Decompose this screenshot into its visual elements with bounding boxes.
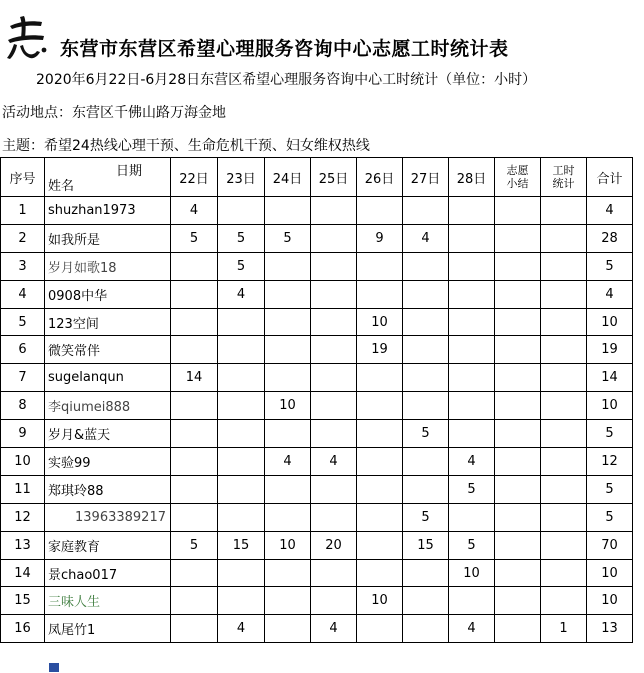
cell-summary: [495, 587, 541, 615]
cell-d26: [357, 448, 403, 476]
cell-d26: [357, 503, 403, 531]
cell-d23: 5: [218, 224, 265, 252]
cell-seq: 1: [1, 197, 45, 225]
cell-summary: [495, 280, 541, 308]
cell-d25: [311, 280, 357, 308]
table-row: [1, 197, 633, 225]
cell-d26: [357, 531, 403, 559]
document-title: 东营市东营区希望心理服务咨询中心志愿工时统计表: [60, 38, 509, 60]
cell-d25: [311, 336, 357, 364]
cell-d25: [311, 420, 357, 448]
cell-d27: [403, 197, 449, 225]
cell-d23: 4: [218, 615, 265, 643]
cell-d22: 5: [171, 224, 218, 252]
cell-d26: [357, 252, 403, 280]
cell-d26: [357, 559, 403, 587]
cell-d27: [403, 615, 449, 643]
cell-d24: [265, 420, 311, 448]
header-summary-line2: 小结: [506, 177, 529, 190]
cell-total: 14: [587, 364, 633, 392]
table-row: [1, 448, 633, 476]
cell-d22: 4: [171, 197, 218, 225]
table-row: [1, 224, 633, 252]
cell-stats: [541, 475, 587, 503]
cell-total: 10: [587, 308, 633, 336]
cell-stats: [541, 531, 587, 559]
cell-d22: 5: [171, 531, 218, 559]
cell-d27: [403, 336, 449, 364]
cell-seq: 16: [1, 615, 45, 643]
cell-summary: [495, 197, 541, 225]
cell-d25: [311, 197, 357, 225]
cell-d23: [218, 559, 265, 587]
cell-stats: [541, 364, 587, 392]
cell-name: 家庭教育: [45, 531, 171, 559]
cell-seq: 2: [1, 224, 45, 252]
cell-d26: 10: [357, 308, 403, 336]
cell-d28: [449, 392, 495, 420]
cell-d25: [311, 559, 357, 587]
table-row: [1, 252, 633, 280]
cell-name: 123空间: [45, 308, 171, 336]
cell-d26: [357, 280, 403, 308]
table-row: [1, 308, 633, 336]
cell-d28: [449, 224, 495, 252]
document-subtitle: 2020年6月22日-6月28日东营区希望心理服务咨询中心工时统计（单位：小时）: [36, 72, 537, 88]
cell-d27: [403, 448, 449, 476]
organization-logo-icon: [4, 14, 50, 64]
cell-name: shuzhan1973: [45, 197, 171, 225]
cell-summary: [495, 224, 541, 252]
cell-d25: [311, 364, 357, 392]
cell-d23: 5: [218, 252, 265, 280]
cell-d27: [403, 308, 449, 336]
cell-d23: [218, 448, 265, 476]
cell-d23: [218, 197, 265, 225]
cell-d28: [449, 308, 495, 336]
cell-name: 如我所是: [45, 224, 171, 252]
cell-d27: [403, 392, 449, 420]
table-header-row: [1, 158, 633, 197]
activity-venue: 活动地点：东营区千佛山路万海金地: [2, 105, 226, 121]
cell-stats: [541, 224, 587, 252]
cell-name: 0908中华: [45, 280, 171, 308]
header-day-24: 24日: [265, 158, 311, 197]
cell-seq: 12: [1, 503, 45, 531]
cell-seq: 3: [1, 252, 45, 280]
cell-d28: [449, 587, 495, 615]
cell-d28: 10: [449, 559, 495, 587]
cell-d28: [449, 252, 495, 280]
cell-d23: [218, 503, 265, 531]
cell-d26: [357, 420, 403, 448]
cell-stats: [541, 308, 587, 336]
header-date-name: [45, 158, 171, 197]
cell-d23: [218, 475, 265, 503]
cell-name: 凤尾竹1: [45, 615, 171, 643]
cell-d28: 5: [449, 475, 495, 503]
table-row: [1, 336, 633, 364]
cell-name: 岁月如歌18: [45, 252, 171, 280]
cell-d26: [357, 197, 403, 225]
cell-summary: [495, 252, 541, 280]
cell-total: 5: [587, 503, 633, 531]
cell-total: 12: [587, 448, 633, 476]
header-day-26: 26日: [357, 158, 403, 197]
cell-seq: 4: [1, 280, 45, 308]
cell-d27: [403, 587, 449, 615]
cell-seq: 7: [1, 364, 45, 392]
cell-summary: [495, 364, 541, 392]
cell-d27: [403, 252, 449, 280]
cell-d25: [311, 475, 357, 503]
cell-seq: 11: [1, 475, 45, 503]
cell-cursor-icon[interactable]: [48, 662, 60, 673]
cell-d22: [171, 420, 218, 448]
table-row: [1, 420, 633, 448]
table-row: [1, 392, 633, 420]
table-row: [1, 475, 633, 503]
cell-stats: [541, 559, 587, 587]
cell-d25: [311, 252, 357, 280]
cell-summary: [495, 531, 541, 559]
cell-summary: [495, 336, 541, 364]
table-row: [1, 503, 633, 531]
cell-d27: 15: [403, 531, 449, 559]
header-name: 姓名: [48, 179, 75, 194]
cell-d26: [357, 615, 403, 643]
cell-d22: [171, 308, 218, 336]
cell-d25: 4: [311, 448, 357, 476]
cell-stats: [541, 280, 587, 308]
cell-stats: [541, 587, 587, 615]
cell-d26: 19: [357, 336, 403, 364]
table-row: [1, 531, 633, 559]
table-row: [1, 364, 633, 392]
header-date: 日期: [115, 164, 142, 179]
cell-d26: 9: [357, 224, 403, 252]
cell-d24: 4: [265, 448, 311, 476]
header-day-23: 23日: [218, 158, 265, 197]
cell-d22: [171, 615, 218, 643]
cell-d24: [265, 252, 311, 280]
cell-total: 4: [587, 197, 633, 225]
cell-seq: 10: [1, 448, 45, 476]
header-stats-line1: 工时: [552, 164, 575, 177]
cell-d27: [403, 280, 449, 308]
cell-d22: [171, 448, 218, 476]
cell-d23: 4: [218, 280, 265, 308]
cell-seq: 8: [1, 392, 45, 420]
cell-d25: [311, 587, 357, 615]
cell-d25: [311, 308, 357, 336]
cell-name: 景chao017: [45, 559, 171, 587]
cell-name: 李qiumei888: [45, 392, 171, 420]
cell-seq: 9: [1, 420, 45, 448]
cell-d23: [218, 308, 265, 336]
cell-d26: [357, 364, 403, 392]
hours-table: [0, 157, 633, 643]
cell-d24: [265, 615, 311, 643]
header-total: 合计: [587, 158, 633, 197]
cell-d28: [449, 336, 495, 364]
cell-d24: [265, 587, 311, 615]
cell-d24: 10: [265, 531, 311, 559]
cell-stats: 1: [541, 615, 587, 643]
header-day-27: 27日: [403, 158, 449, 197]
header-stats-line2: 统计: [552, 177, 575, 190]
cell-d24: [265, 503, 311, 531]
cell-d26: [357, 392, 403, 420]
cell-d24: 5: [265, 224, 311, 252]
cell-seq: 15: [1, 587, 45, 615]
cell-d22: [171, 503, 218, 531]
cell-d24: [265, 364, 311, 392]
cell-d22: 14: [171, 364, 218, 392]
cell-total: 70: [587, 531, 633, 559]
cell-summary: [495, 559, 541, 587]
table-row: [1, 587, 633, 615]
cell-name: 13963389217: [45, 503, 171, 531]
cell-d28: [449, 364, 495, 392]
cell-d23: [218, 336, 265, 364]
cell-summary: [495, 475, 541, 503]
cell-d22: [171, 280, 218, 308]
cell-d22: [171, 252, 218, 280]
cell-d25: 4: [311, 615, 357, 643]
cell-d22: [171, 475, 218, 503]
cell-d27: [403, 559, 449, 587]
cell-d24: 10: [265, 392, 311, 420]
cell-name: 郑琪玲88: [45, 475, 171, 503]
cell-d25: [311, 392, 357, 420]
cell-total: 5: [587, 475, 633, 503]
cell-stats: [541, 336, 587, 364]
cell-d28: 4: [449, 448, 495, 476]
cell-d28: 4: [449, 615, 495, 643]
cell-stats: [541, 420, 587, 448]
table-row: [1, 559, 633, 587]
header-summary-line1: 志愿: [506, 164, 529, 177]
cell-d24: [265, 308, 311, 336]
header-day-28: 28日: [449, 158, 495, 197]
cell-d23: 15: [218, 531, 265, 559]
cell-d23: [218, 420, 265, 448]
cell-stats: [541, 197, 587, 225]
cell-name: 岁月&蓝天: [45, 420, 171, 448]
cell-d24: [265, 336, 311, 364]
cell-name: sugelanqun: [45, 364, 171, 392]
cell-total: 5: [587, 252, 633, 280]
table-row: [1, 615, 633, 643]
cell-d22: [171, 336, 218, 364]
cell-d24: [265, 280, 311, 308]
cell-d24: [265, 559, 311, 587]
cell-d27: 5: [403, 503, 449, 531]
cell-summary: [495, 448, 541, 476]
cell-summary: [495, 308, 541, 336]
cell-summary: [495, 503, 541, 531]
cell-name: 三味人生: [45, 587, 171, 615]
cell-total: 28: [587, 224, 633, 252]
header-stats: [541, 158, 587, 197]
cell-d26: [357, 475, 403, 503]
cell-total: 10: [587, 587, 633, 615]
cell-d25: [311, 503, 357, 531]
cell-d28: [449, 197, 495, 225]
header-seq: 序号: [1, 158, 45, 197]
cell-seq: 14: [1, 559, 45, 587]
cell-total: 10: [587, 392, 633, 420]
cell-d27: 4: [403, 224, 449, 252]
header-day-25: 25日: [311, 158, 357, 197]
header-summary: [495, 158, 541, 197]
cell-d28: 5: [449, 531, 495, 559]
cell-total: 19: [587, 336, 633, 364]
cell-d25: [311, 224, 357, 252]
cell-total: 10: [587, 559, 633, 587]
cell-stats: [541, 503, 587, 531]
cell-summary: [495, 392, 541, 420]
cell-d27: [403, 364, 449, 392]
cell-total: 4: [587, 280, 633, 308]
cell-seq: 5: [1, 308, 45, 336]
cell-d24: [265, 197, 311, 225]
cell-d27: [403, 475, 449, 503]
cell-name: 实验99: [45, 448, 171, 476]
cell-d24: [265, 475, 311, 503]
cell-d22: [171, 559, 218, 587]
cell-d23: [218, 587, 265, 615]
cell-d23: [218, 364, 265, 392]
activity-topic: 主题：希望24热线心理干预、生命危机干预、妇女维权热线: [2, 138, 370, 154]
cell-summary: [495, 420, 541, 448]
cell-d28: [449, 280, 495, 308]
cell-seq: 6: [1, 336, 45, 364]
cell-d23: [218, 392, 265, 420]
cell-seq: 13: [1, 531, 45, 559]
cell-summary: [495, 615, 541, 643]
cell-total: 13: [587, 615, 633, 643]
table-row: [1, 280, 633, 308]
cell-d28: [449, 420, 495, 448]
cell-d28: [449, 503, 495, 531]
cell-stats: [541, 392, 587, 420]
cell-total: 5: [587, 420, 633, 448]
cell-stats: [541, 448, 587, 476]
cell-d26: 10: [357, 587, 403, 615]
cell-name: 微笑常伴: [45, 336, 171, 364]
cell-d27: 5: [403, 420, 449, 448]
cell-d25: 20: [311, 531, 357, 559]
cell-d22: [171, 587, 218, 615]
header-day-22: 22日: [171, 158, 218, 197]
cell-d22: [171, 392, 218, 420]
cell-stats: [541, 252, 587, 280]
